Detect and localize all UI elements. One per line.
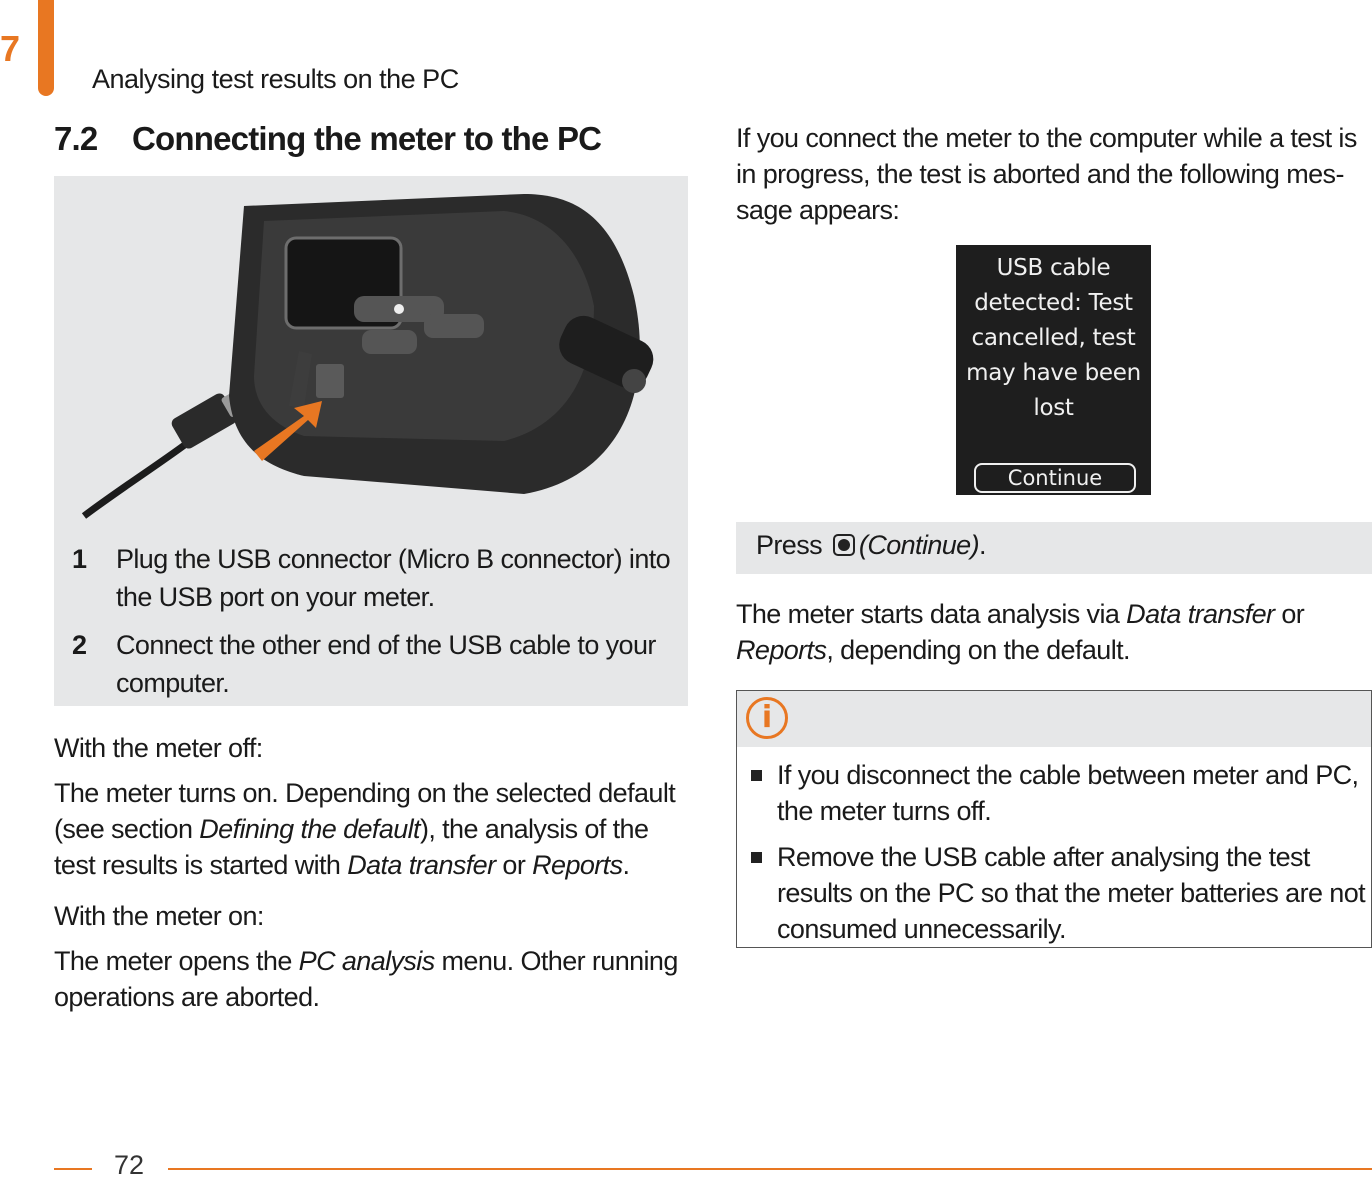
instruction-box <box>736 522 1372 574</box>
text: . <box>622 850 630 880</box>
step-number: 2 <box>72 630 87 660</box>
meter-screen <box>956 245 1151 495</box>
figure-panel <box>54 176 688 706</box>
meter-on-paragraph <box>54 943 690 1015</box>
term-reports: Reports <box>736 635 827 665</box>
section-title <box>54 120 601 158</box>
meter-off-paragraph <box>54 775 690 883</box>
text: ), the analysis of the test results is started with <box>54 814 649 880</box>
term-data-transfer: Data transfer <box>1126 599 1275 629</box>
text: or <box>495 850 533 880</box>
text: . <box>978 530 986 560</box>
text: The meter opens the <box>54 946 299 976</box>
text: , depending on the default. <box>826 635 1130 665</box>
footer-rule-right <box>168 1168 1372 1170</box>
running-title: Analysing test results on the PC <box>92 64 459 94</box>
text: Press <box>756 530 829 560</box>
link-defining-default[interactable]: Defining the default <box>199 814 420 844</box>
chapter-tab <box>38 0 54 96</box>
bullet-text: Remove the USB cable after analysing the test results on the PC so that the meter batteries are not consumed unnecessarily. <box>777 842 1366 944</box>
continue-action: (Continue) <box>858 530 979 560</box>
text: The meter turns on. Depending on the selected default (see section <box>54 778 676 844</box>
press-instruction <box>756 530 986 561</box>
info-note <box>736 690 1372 948</box>
step-text: Plug the USB connector (Micro B connector) into the USB port on your meter. <box>116 544 671 612</box>
section-number: 7.2 <box>54 120 98 157</box>
text: The meter starts data analysis via <box>736 599 1127 629</box>
section-title-text: Connecting the meter to the PC <box>132 120 602 157</box>
intro-paragraph: If you connect the meter to the computer while a test is in progress, the test is aborted and the following mes-sage appears: <box>736 123 1357 225</box>
ok-button-icon <box>833 534 855 556</box>
bullet-square-icon <box>751 852 762 863</box>
screen-message: USB cable detected: Test cancelled, test may have been lost <box>966 255 1141 421</box>
bullet-text: If you disconnect the cable between meter and PC, the meter turns off. <box>777 760 1359 826</box>
term-pc-analysis: PC analysis <box>298 946 435 976</box>
chapter-number: 7 <box>0 28 21 69</box>
term-reports: Reports <box>532 850 623 880</box>
footer-rule-left <box>54 1168 92 1170</box>
text: or <box>1274 599 1305 629</box>
meter-on-heading: With the meter on: <box>54 901 264 931</box>
page-number: 72 <box>114 1150 145 1180</box>
note-header <box>737 691 1371 747</box>
step-text: Connect the other end of the USB cable to your computer. <box>116 630 656 698</box>
continue-button[interactable]: Continue <box>974 463 1136 493</box>
after-paragraph <box>736 596 1372 668</box>
meter-off-heading: With the meter off: <box>54 733 263 763</box>
step-number: 1 <box>72 544 87 574</box>
bullet-square-icon <box>751 770 762 781</box>
term-data-transfer: Data transfer <box>347 850 496 880</box>
text: menu. Other running operations are aborted. <box>54 946 678 1012</box>
info-icon: i <box>746 697 788 739</box>
meter-usb-illustration <box>54 176 688 526</box>
